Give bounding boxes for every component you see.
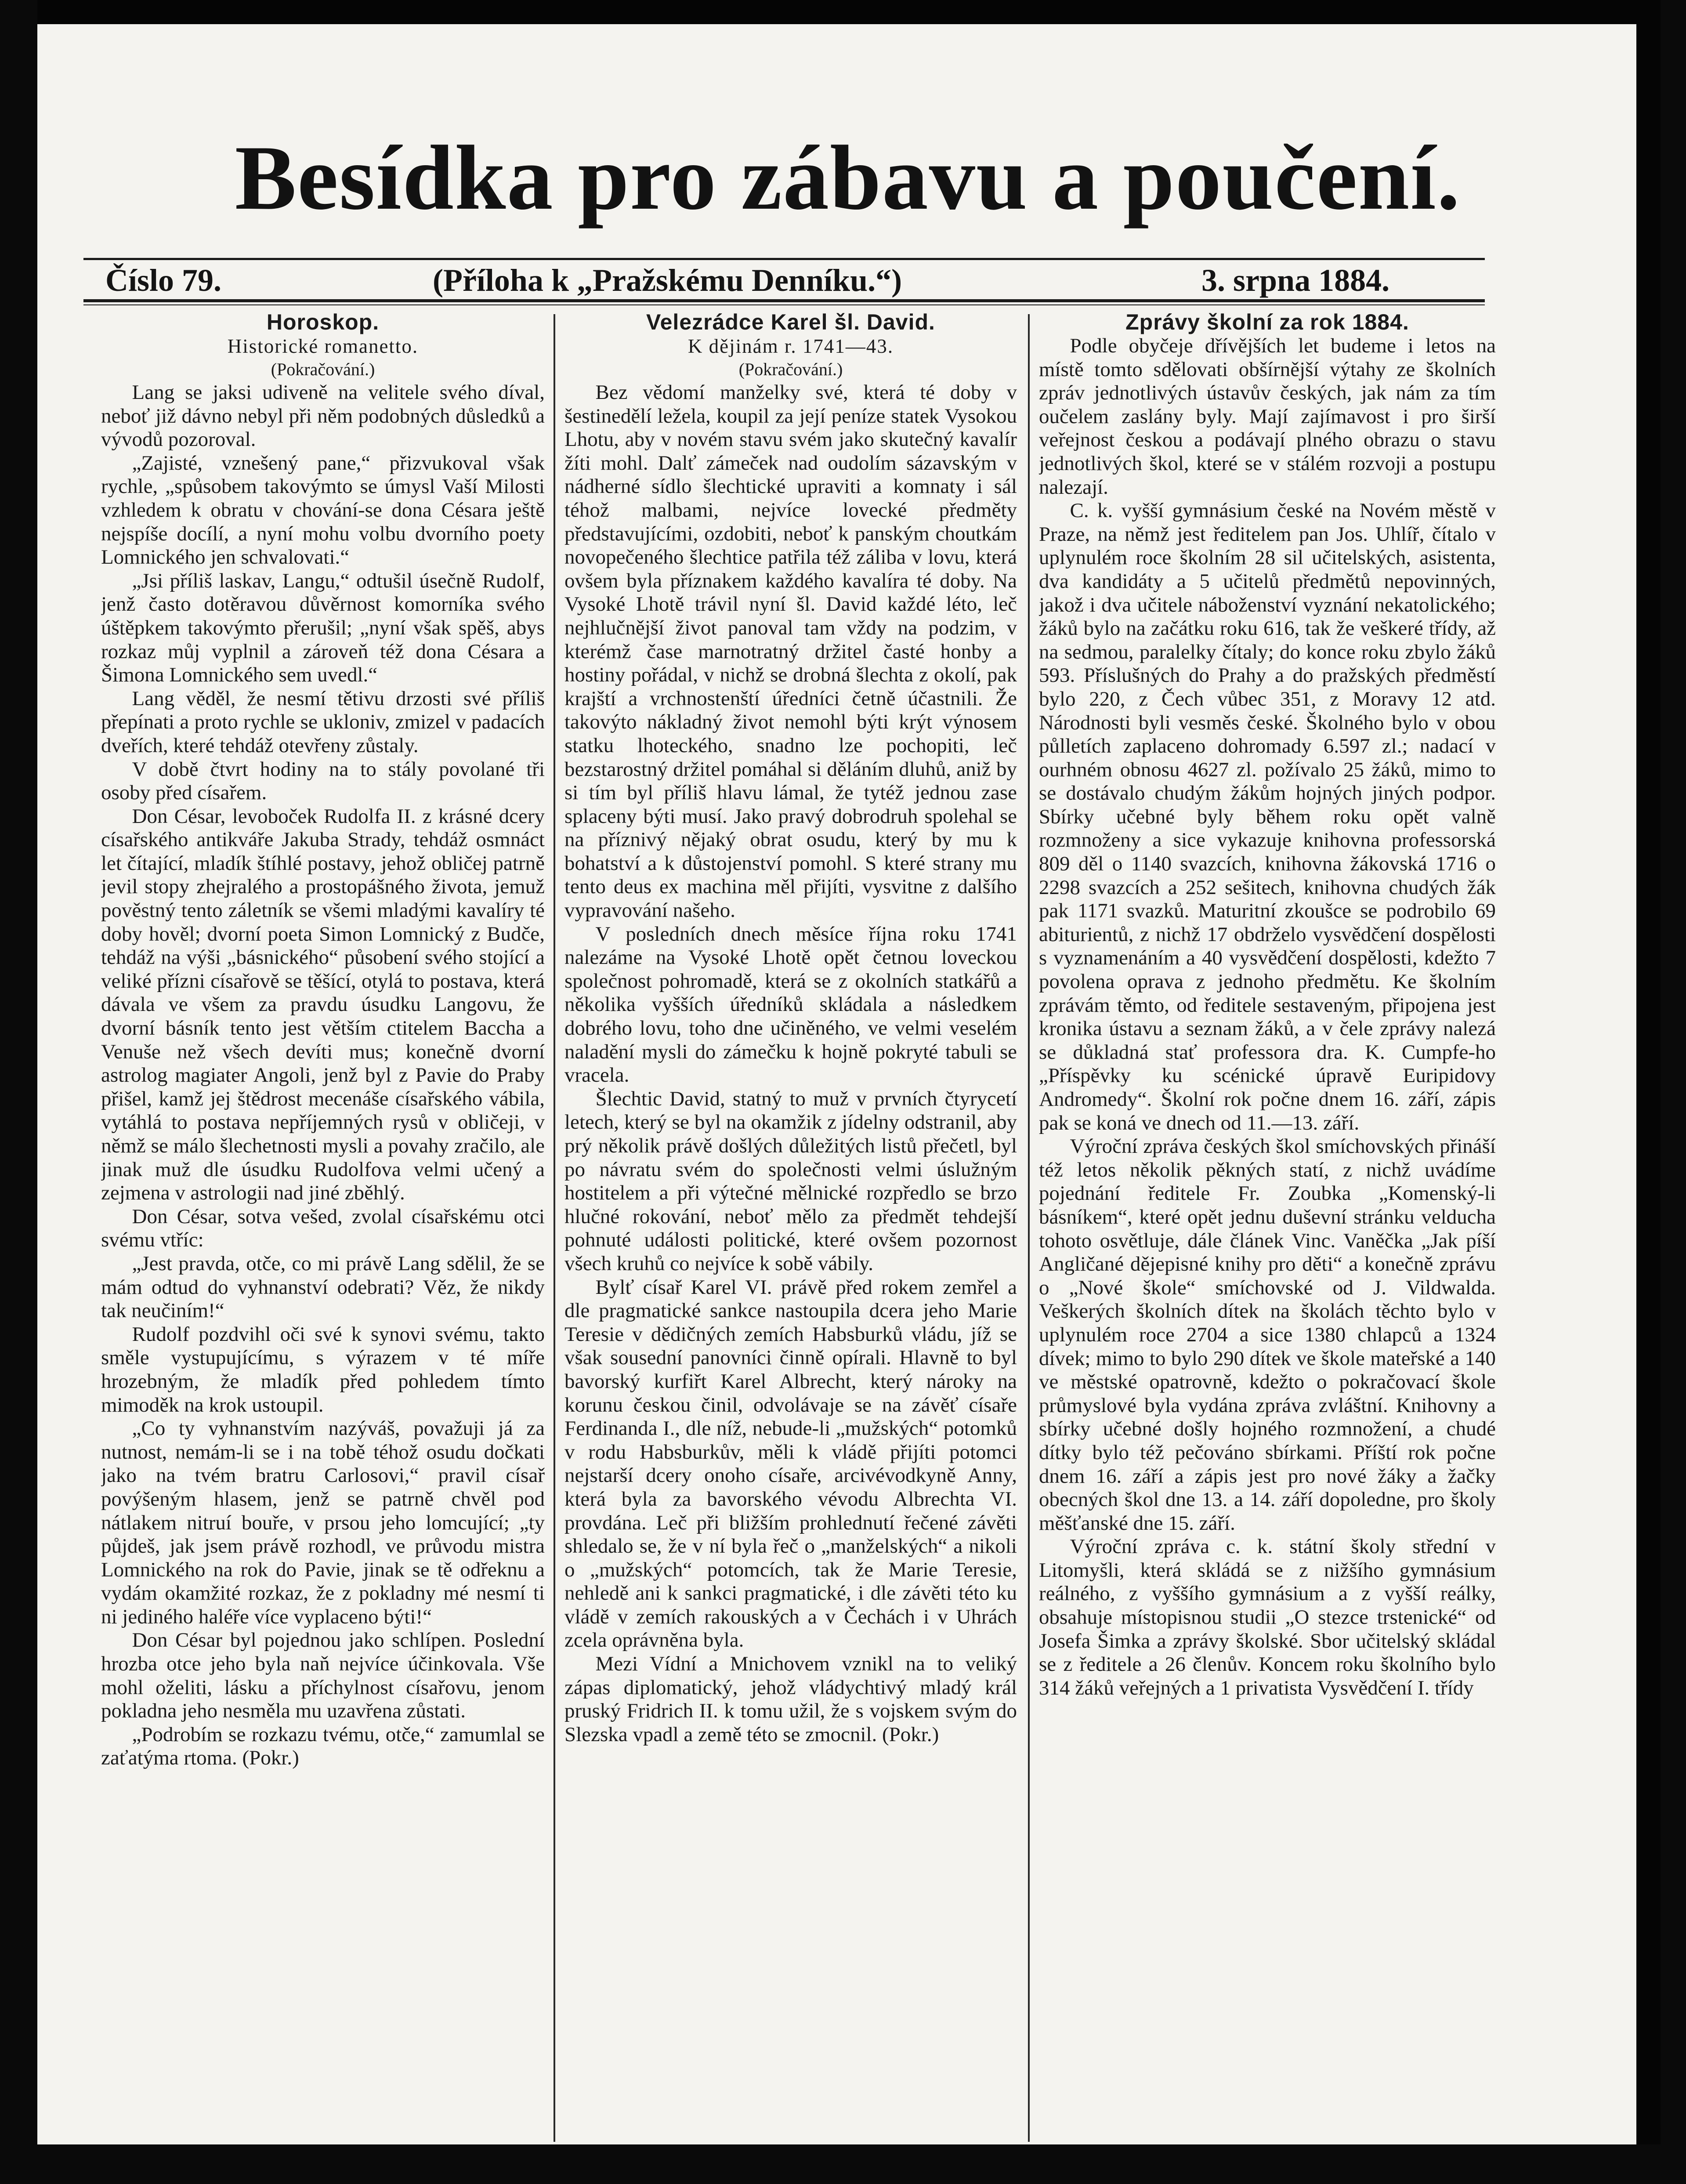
scan-edge-right — [1661, 0, 1686, 2184]
issue-date: 3. srpna 1884. — [1201, 263, 1390, 298]
column-horoskop — [101, 310, 545, 2133]
paragraph: Lang věděl, že nesmí tětivu drzosti své příliš přepínati a proto rychle se ukloniv, zmizel v padacích dveřích, které tehdáž otevřeny zůstaly. — [101, 687, 545, 757]
paragraph: Mezi Vídní a Mnichovem vznikl na to veliký zápas diplomatický, jehož vládychtivý mladý král pruský Fridrich II. k tomu užil, že s vojskem svým do Slezska vpadl a země této se zmocnil. (Pokr.) — [564, 1652, 1017, 1746]
paragraph: „Podrobím se rozkazu tvému, otče,“ zamumlal se zaťatýma rtoma. (Pokr.) — [101, 1723, 545, 1770]
column-velezradce — [564, 310, 1017, 2133]
paragraph: „Jsi příliš laskav, Langu,“ odtušil úsečně Rudolf, jenž často dotěravou důvěrnost komorníka svého úštěpkem takovýmto přerušil; „nyní však spěš, abys rozkaz můj vyplnil a zároveň též dona Césara a Šimona Lomnického sem uvedl.“ — [101, 569, 545, 687]
paragraph: „Zajisté, vznešený pane,“ přizvukoval však rychle, „spůsobem takovýmto se úmysl Vaší Milosti vzhledem k obratu v chování-se dona Césara ještě nejspíše docílí, a nyní mohu volbu dvorního poety Lomnického jen schvalovati.“ — [101, 451, 545, 569]
masthead-rule-bottom — [83, 299, 1485, 302]
masthead-title: Besídka pro zábavu a poučení. — [235, 127, 1461, 229]
paragraph: V posledních dnech měsíce října roku 1741 nalezáme na Vysoké Lhotě opět četnou loveckou společnost pohromadě, která se z okolních statkářů a několika vyšších úředníků skládala a následkem dobrého lovu, toho dne učiněného, ve velmi veselém naladění mysli do zámečku k hojně pokryté tabuli se vracela. — [564, 922, 1017, 1087]
continuation-note: (Pokračování.) — [738, 359, 843, 379]
paragraph: Lang se jaksi udiveně na velitele svého díval, neboť již dávno nebyl při něm podobných důsledků a vývodů pozoroval. — [101, 381, 545, 451]
continuation-note: (Pokračování.) — [271, 359, 375, 379]
paragraph: V době čtvrt hodiny na to stály povolané tři osoby před císařem. — [101, 757, 545, 804]
column-divider-1 — [554, 314, 555, 2142]
article-title: Velezrádce Karel šl. David. — [646, 310, 935, 334]
article-title: Horoskop. — [266, 310, 380, 334]
article-title: Zprávy školní za rok 1884. — [1125, 310, 1409, 334]
paragraph: Šlechtic David, statný to muž v prvních čtyrycetí letech, který se byl na okamžik z jídelny odstranil, aby prý několik právě došlých důležitých listů přečetl, byl po návratu svém do společnosti velmi úslužným hostitelem a při výtečné mělnické rozpředlo se brzo hlučné rokování, neboť mělo za předmět tehdejší pohnuté události politické, které ovšem pozornost všech kruhů co nejvíce k sobě vábily. — [564, 1087, 1017, 1275]
column-zpravy-skolni — [1039, 310, 1496, 2133]
paragraph: Don César, sotva vešed, zvolal císařskému otci svému vtříc: — [101, 1205, 545, 1252]
article-subtitle: K dějinám r. 1741—43. — [687, 335, 894, 357]
article-subtitle: Historické romanetto. — [227, 335, 419, 357]
paragraph: Don César, levoboček Rudolfa II. z krásné dcery císařského antikváře Jakuba Strady, tehdáž osmnáct let čítající, mladík štíhlé postavy, jehož obličej patrně jevil stopy zhejralého a prostopášného života, jemuž pověstný tento záletník se všemi mladými kavalíry té doby hověl; dvorní poeta Simon Lomnický z Budče, tehdáž na výši „básnického“ působení svého stojící a veliké přízni císařově se těšící, otylá to postava, která dávala ve všem za pravdu úsudku Langovu, že dvorní básník tento jest větším ctitelem Baccha a Venuše než všech devíti mus; konečně dvorní astrolog magiater Angoli, jenž byl z Pavie do Praby přišel, kamž jej štědrost mecenáše císařského vábila, vytáhlá to postava nepříjemných rysů v obličeji, v němž se málo šlechetnosti mysli a povahy zračilo, ale jinak muž dle úsudku Rudolfova velmi učený a zejmena v astrologii nad jiné zběhlý. — [101, 804, 545, 1205]
issue-number: Číslo 79. — [105, 263, 222, 298]
supplement-line: (Příloha k „Pražskému Denníku.“) — [433, 263, 902, 298]
paragraph: Bez vědomí manželky své, která té doby v šestinedělí ležela, koupil za její peníze statek Vysokou Lhotu, aby v novém stavu svém jako skutečný kavalír žíti mohl. Dalť zámeček nad oudolím sázavským v nádherné sídlo šlechtické upraviti a komnaty i sál téhož malbami, nejvíce lovecké předměty představujícími, ozdobiti, neboť k panským choutkám novopečeného šlechtice patřila též záliba v lovu, která ovšem byla příznakem každého kavalíra té doby. Na Vysoké Lhotě trávil nyní šl. David každé léto, leč nejhlučnější život panoval tam vždy na podzim, v kterémž čase marnotratný držitel časté honby a hostiny pořádal, v nichž se drobná šlechta z okolí, pak krajští a vrchnostenští úředníci četně účastnili. Že takovýto nákladný život nemohl býti krýt výnosem statku lhoteckého, snadno lze pochopiti, leč bezstarostný držitel pomáhal si děláním dluhů, aniž by si tím byl příliš hlavu lámal, že tytéž jednou zase splaceny býti musí. Jako pravý dobrodruh spolehal se na příznivý nějaký obrat osudu, který by mu k bohatství a k důstojenství pomohl. S které strany mu tento deus ex machina měl přijíti, vysvitne z dalšího vypravování našeho. — [564, 381, 1017, 922]
masthead-rule-top — [83, 258, 1485, 260]
newspaper-page — [37, 24, 1636, 2144]
scan-edge-bottom — [0, 2144, 1686, 2184]
paragraph: „Co ty vyhnanstvím nazýváš, považuji já za nutnost, nemám-li se i na tobě téhož osudu dočkati jako na tvém bratru Carlosovi,“ pravil císař povýšeným hlasem, jenž se patrně chvěl pod nátlakem nitruí bouře, v prsou jeho lomcující; „ty půjdeš, jak jsem právě rozhodl, ve průvodu mistra Lomnického na rok do Pavie, jinak se tě odřeknu a vydám okamžité rozkaz, že z pokladny mé nesmí ti ni jediného haléře více vyplaceno býti!“ — [101, 1417, 545, 1628]
masthead-rule-thin — [83, 304, 1485, 305]
column-divider-2 — [1028, 314, 1030, 2142]
paragraph: Bylť císař Karel VI. právě před rokem zemřel a dle pragmatické sankce nastoupila dcera jeho Marie Teresie v dědičných zemích Habsburků vládu, jíž se však sousední panovníci činně opírali. Hlavně to byl bavorský kurfiřt Karel Albrecht, který nároky na korunu českou činil, odvolávaje se na závěť císaře Ferdinanda I., dle níž, nebude-li „mužských“ potomků v rodu Habsburkův, měli k vládě přijíti potomci nejstarší dcery onoho císaře, arcivévodkyně Anny, která byla za bavorského vévodu Albrechta VI. provdána. Leč při bližším prohlednutí řečené závěti shledalo se, že v ní byla řeč o „manželských“ a nikoli o „mužských“ potomcích, tak že Marie Teresie, nehledě ani k sankci pragmatické, i dle závěti této ku vládě v zemích rakouských a v Čechách i v Uhrách zcela oprávněna byla. — [564, 1275, 1017, 1652]
paragraph: C. k. vyšší gymnásium české na Novém městě v Praze, na němž jest ředitelem pan Jos. Uhlíř, čítalo v uplynulém roce školním 28 sil učitelských, asistenta, dva kandidáty a 5 učitelů předmětů nepovinných, jakož i dva učitele náboženství vyznání nekatolického; žáků bylo na začátku roku 616, tak že veškeré třídy, až na sedmou, paralelky čítaly; do konce roku zbylo žáků 593. Příslušných do Prahy a do pražských předměstí bylo 220, z Čech vůbec 351, z Moravy 12 atd. Národnosti byli vesměs české. Školného bylo v obou půlletích zaplaceno dohromady 6.597 zl.; nadací v ourhném obnosu 4627 zl. požívalo 25 žáků, mimo to se dostávalo chudým žákům hojných jiných podpor. Sbírky učebné byly během roku opět valně rozmnoženy a sice vykazuje knihovna professorská 809 děl o 1140 svazcích, knihovna žákovská 1716 o 2298 svazcích a 252 sešitech, knihovna chudých žák pak 1171 svazků. Maturitní zkoušce se podrobilo 69 abiturientů, z nichž 17 obdrželo vysvědčení dospělosti s vyznamenáním a 40 vysvědčení dospělosti, kdežto 7 povolena oprava z jednoho předmětu. Ke školním zprávám těmto, od ředitele sestaveným, připojena jest kronika ústavu a seznam žáků, a v čele zprávy nalezá se důkladná stať professora dra. K. Cumpfe-ho „Příspěvky ku scénické úpravě Euripidovy Andromedy“. Školní rok počne dnem 16. září, zápis pak se koná ve dnech od 11.—13. září. — [1039, 499, 1496, 1134]
paragraph: Don César byl pojednou jako schlípen. Poslední hrozba otce jeho byla naň nejvíce účinkovala. Vše mohl oželiti, lásku a příchylnost císařovu, jenom pokladna jeho nesměla mu uzavřena zůstati. — [101, 1629, 545, 1723]
paragraph: Výroční zpráva českých škol smíchovských přináší též letos několik pěkných statí, z nichž uvádíme pojednání ředitele Fr. Zoubka „Komenský-li básníkem“, které opět jednu duševní stránku velducha tohoto osvětluje, dále článek Vinc. Vaněčka „Jak píší Angličané dějepisné knihy pro děti“ a konečně zprávu o „Nové škole“ smíchovské od J. Vildwalda. Veškerých školních dítek na školách těchto bylo v uplynulém roce 2704 a sice 1380 chlapců a 1324 dívek; mimo to bylo 290 dítek ve škole mateřské a 140 ve městské opatrovně, kdežto o pokračovací škole průmyslové byla vydána zpráva zvláštní. Knihovny a sbírky učebné došly hojného rozmnožení, a chudé dítky bylo též pečováno sbírkami. Příští rok počne dnem 16. září a zápis jest pro nové žáky a žačky obecných škol dne 13. a 14. září dopoledne, pro školy měšťanské dne 15. září. — [1039, 1135, 1496, 1535]
paragraph: Podle obyčeje dřívějších let budeme i letos na místě tomto sdělovati obšírnější výtahy ze školních zpráv jednotlivých ústavův českých, jak nám za tím oučelem zaslány byly. Mají zajímavost i pro širší veřejnost českou a podávají plného obrazu o stavu jednotlivých škol, které se v stálém rozvoji a postupu nalezají. — [1039, 334, 1496, 499]
paragraph: Výroční zpráva c. k. státní školy střední v Litomyšli, která skládá se z nižšího gymnásium reálného, z vyššího gymnásium a z vyšší reálky, obsahuje místopisnou studii „O stezce trstenické“ od Josefa Šimka a zprávy školské. Sbor učitelský skládal se z ředitele a 26 členův. Koncem roku školního bylo 314 žáků veřejných a 1 privatista Vysvědčení I. třídy — [1039, 1535, 1496, 1699]
paragraph: Rudolf pozdvihl oči své k synovi svému, takto směle vystupujícímu, s výrazem v té míře hrozebným, že mladík před pohledem tímto mimoděk na krok ustoupil. — [101, 1322, 545, 1416]
paragraph: „Jest pravda, otče, co mi právě Lang sdělil, že se mám odtud do vyhnanství odebrati? Věz, že nikdy tak neučiním!“ — [101, 1252, 545, 1322]
scan-edge-left — [0, 0, 37, 2184]
